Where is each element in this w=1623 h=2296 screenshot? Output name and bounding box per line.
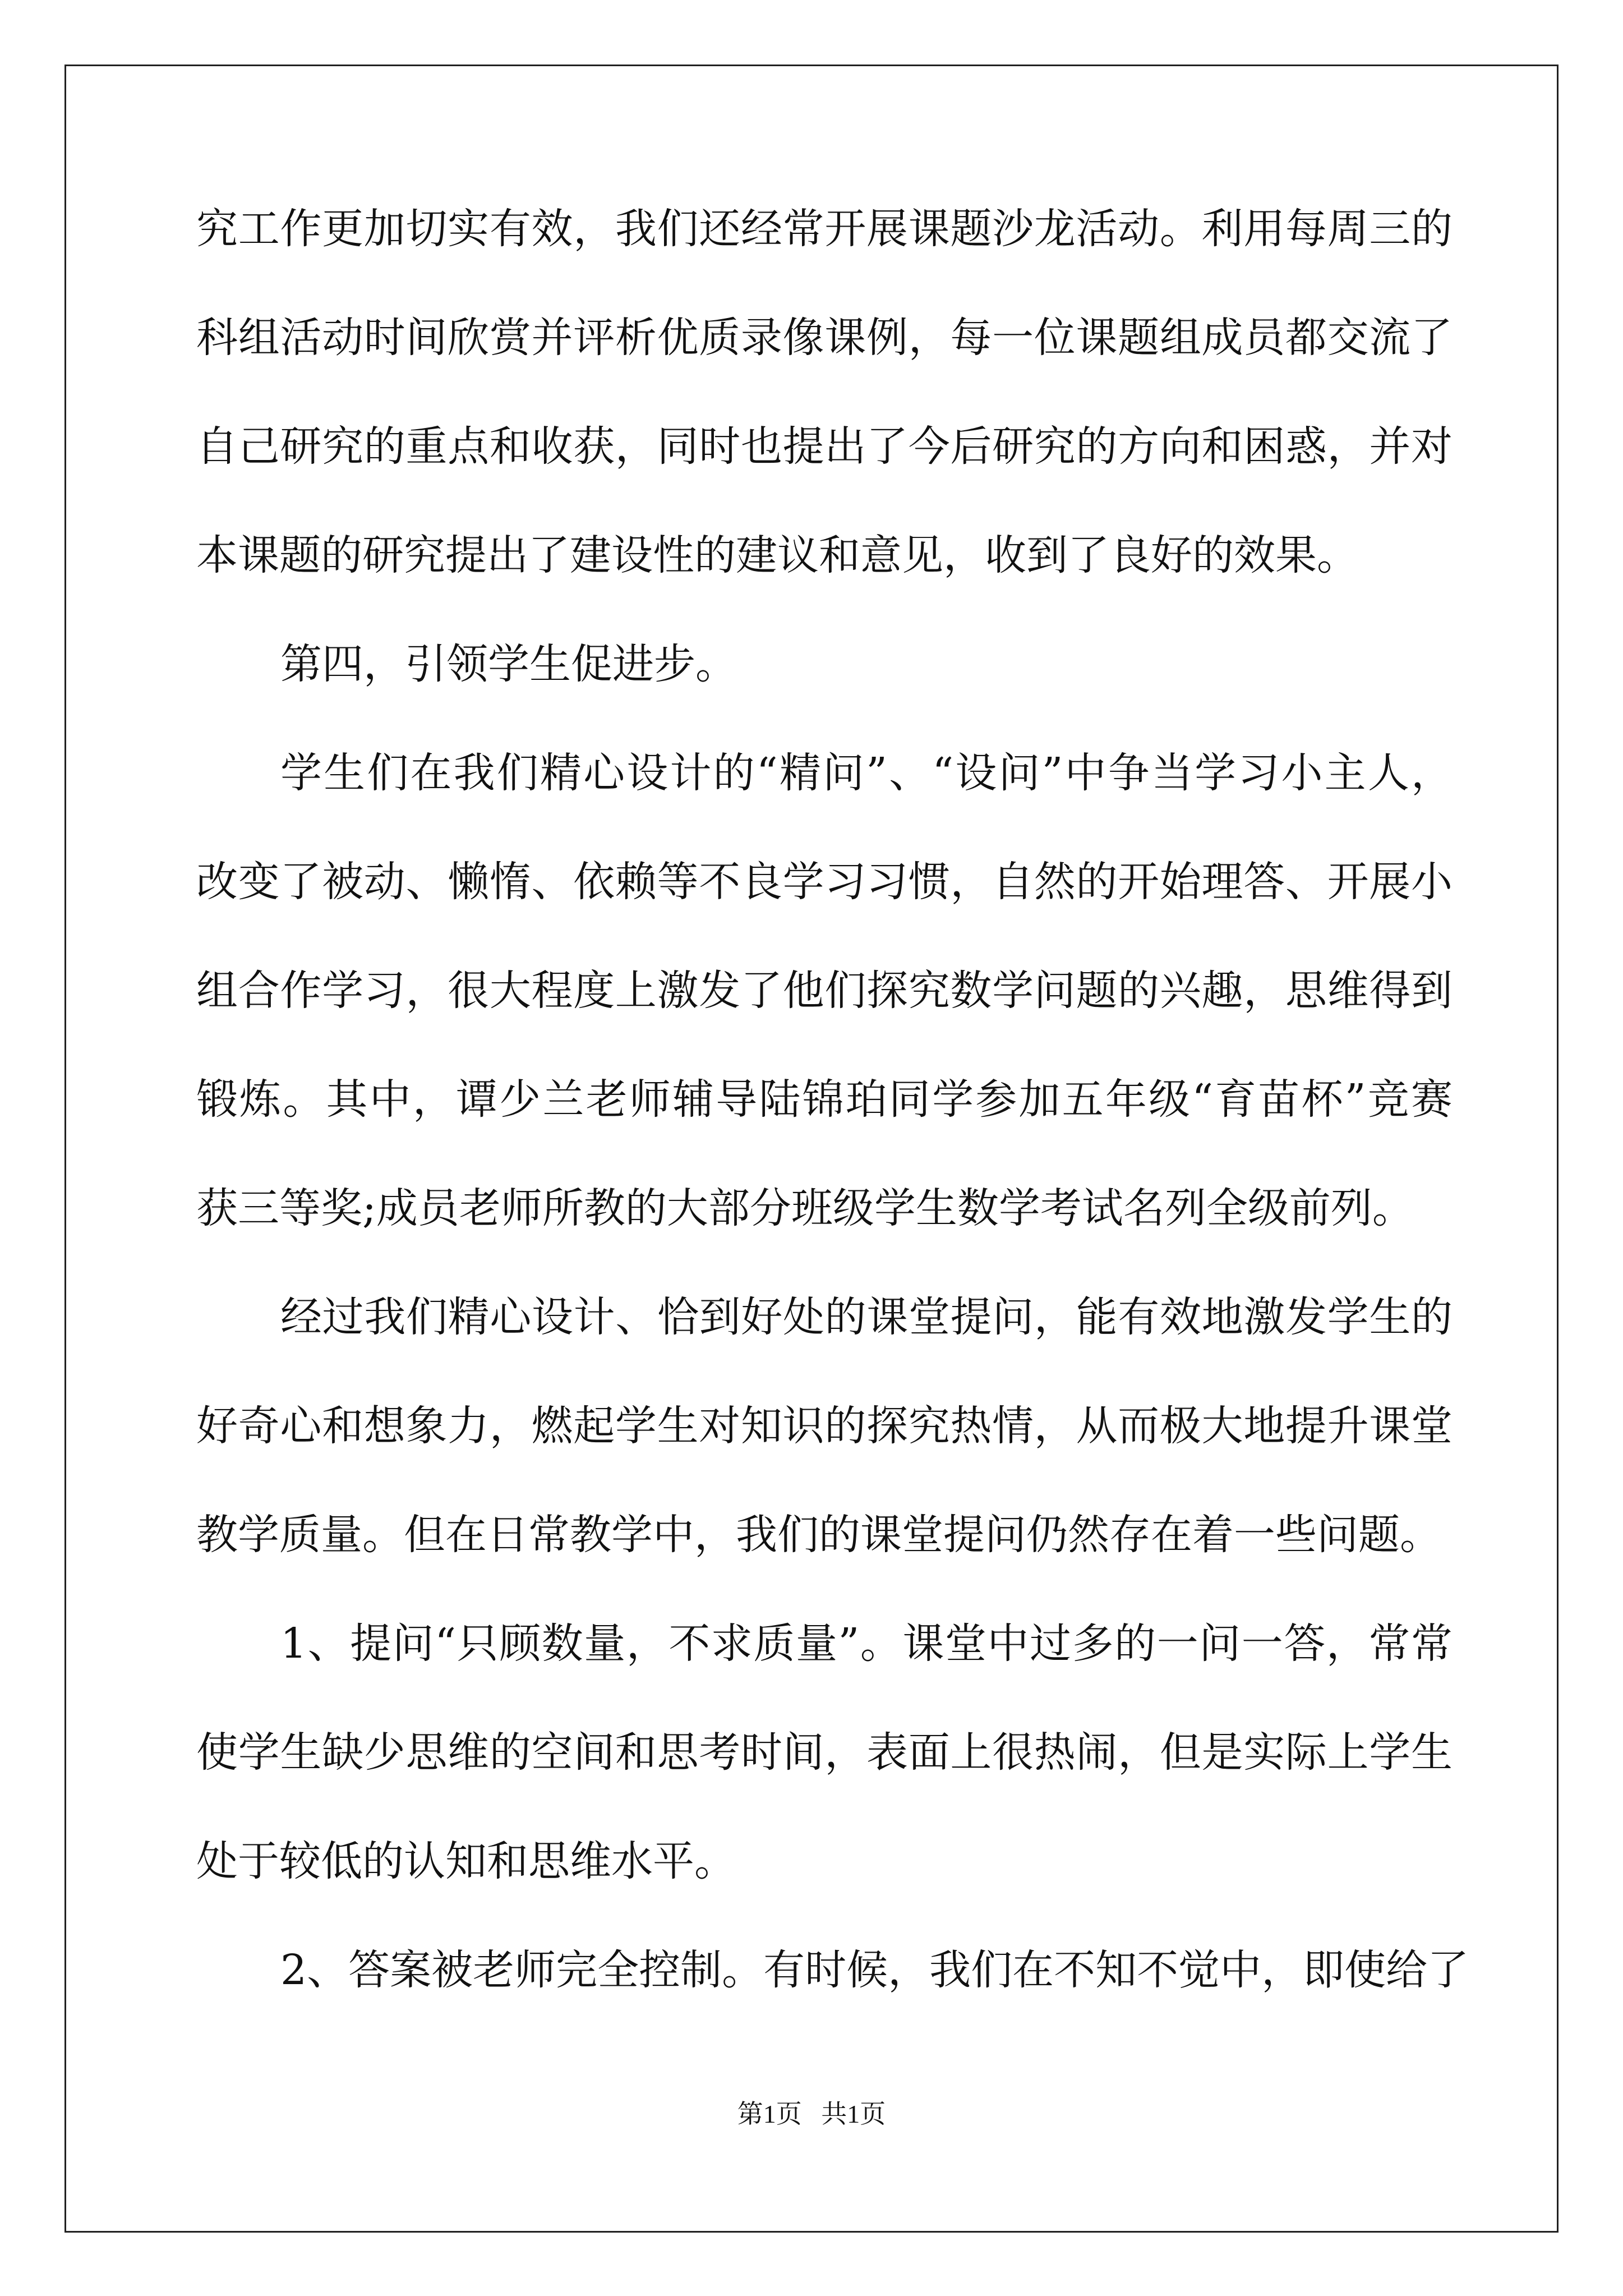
text-line: 处于较低的认知和思维水平。 xyxy=(196,1837,736,1885)
text-line: 使学生缺少思维的空间和思考时间，表面上很热闹，但是实际上学生 xyxy=(196,1728,1453,1777)
text-line: 究工作更加切实有效，我们还经常开展课题沙龙活动。利用每周三的 xyxy=(196,205,1453,253)
text-line: 经过我们精心设计、恰到好处的课堂提问，能有效地激发学生的 xyxy=(280,1293,1453,1341)
page-number-footer: 第1页 共1页 xyxy=(737,2100,886,2128)
text-line: 组合作学习，很大程度上激发了他们探究数学问题的兴趣，思维得到 xyxy=(196,967,1453,1015)
text-line: 改变了被动、懒惰、依赖等不良学习习惯，自然的开始理答、开展小 xyxy=(196,858,1453,906)
text-line: 教学质量。但在日常教学中，我们的课堂提问仍然存在着一些问题。 xyxy=(196,1511,1441,1559)
text-line: 获三等奖;成员老师所教的大部分班级学生数学考试名列全级前列。 xyxy=(196,1184,1414,1232)
text-line: 自己研究的重点和收获，同时也提出了今后研究的方向和困惑，并对 xyxy=(196,422,1453,471)
text-line: 锻炼。其中，谭少兰老师辅导陆锦珀同学参加五年级“育苗杯”竞赛 xyxy=(196,1075,1453,1124)
section-heading: 第四，引领学生促进步。 xyxy=(280,640,737,688)
text-line: 科组活动时间欣赏并评析优质录像课例，每一位课题组成员都交流了 xyxy=(196,314,1453,362)
text-line: 本课题的研究提出了建设性的建议和意见，收到了良好的效果。 xyxy=(196,531,1358,579)
text-line: 好奇心和想象力，燃起学生对知识的探究热情，从而极大地提升课堂 xyxy=(196,1402,1453,1450)
text-line: 学生们在我们精心设计的“精问”、“设问”中争当学习小主人， xyxy=(280,749,1453,797)
list-item-1-line: 1、提问“只顾数量，不求质量”。课堂中过多的一问一答，常常 xyxy=(280,1619,1453,1668)
document-body xyxy=(196,205,1469,2055)
list-item-2-line: 2、答案被老师完全控制。有时候，我们在不知不觉中，即使给了 xyxy=(280,1946,1469,1994)
